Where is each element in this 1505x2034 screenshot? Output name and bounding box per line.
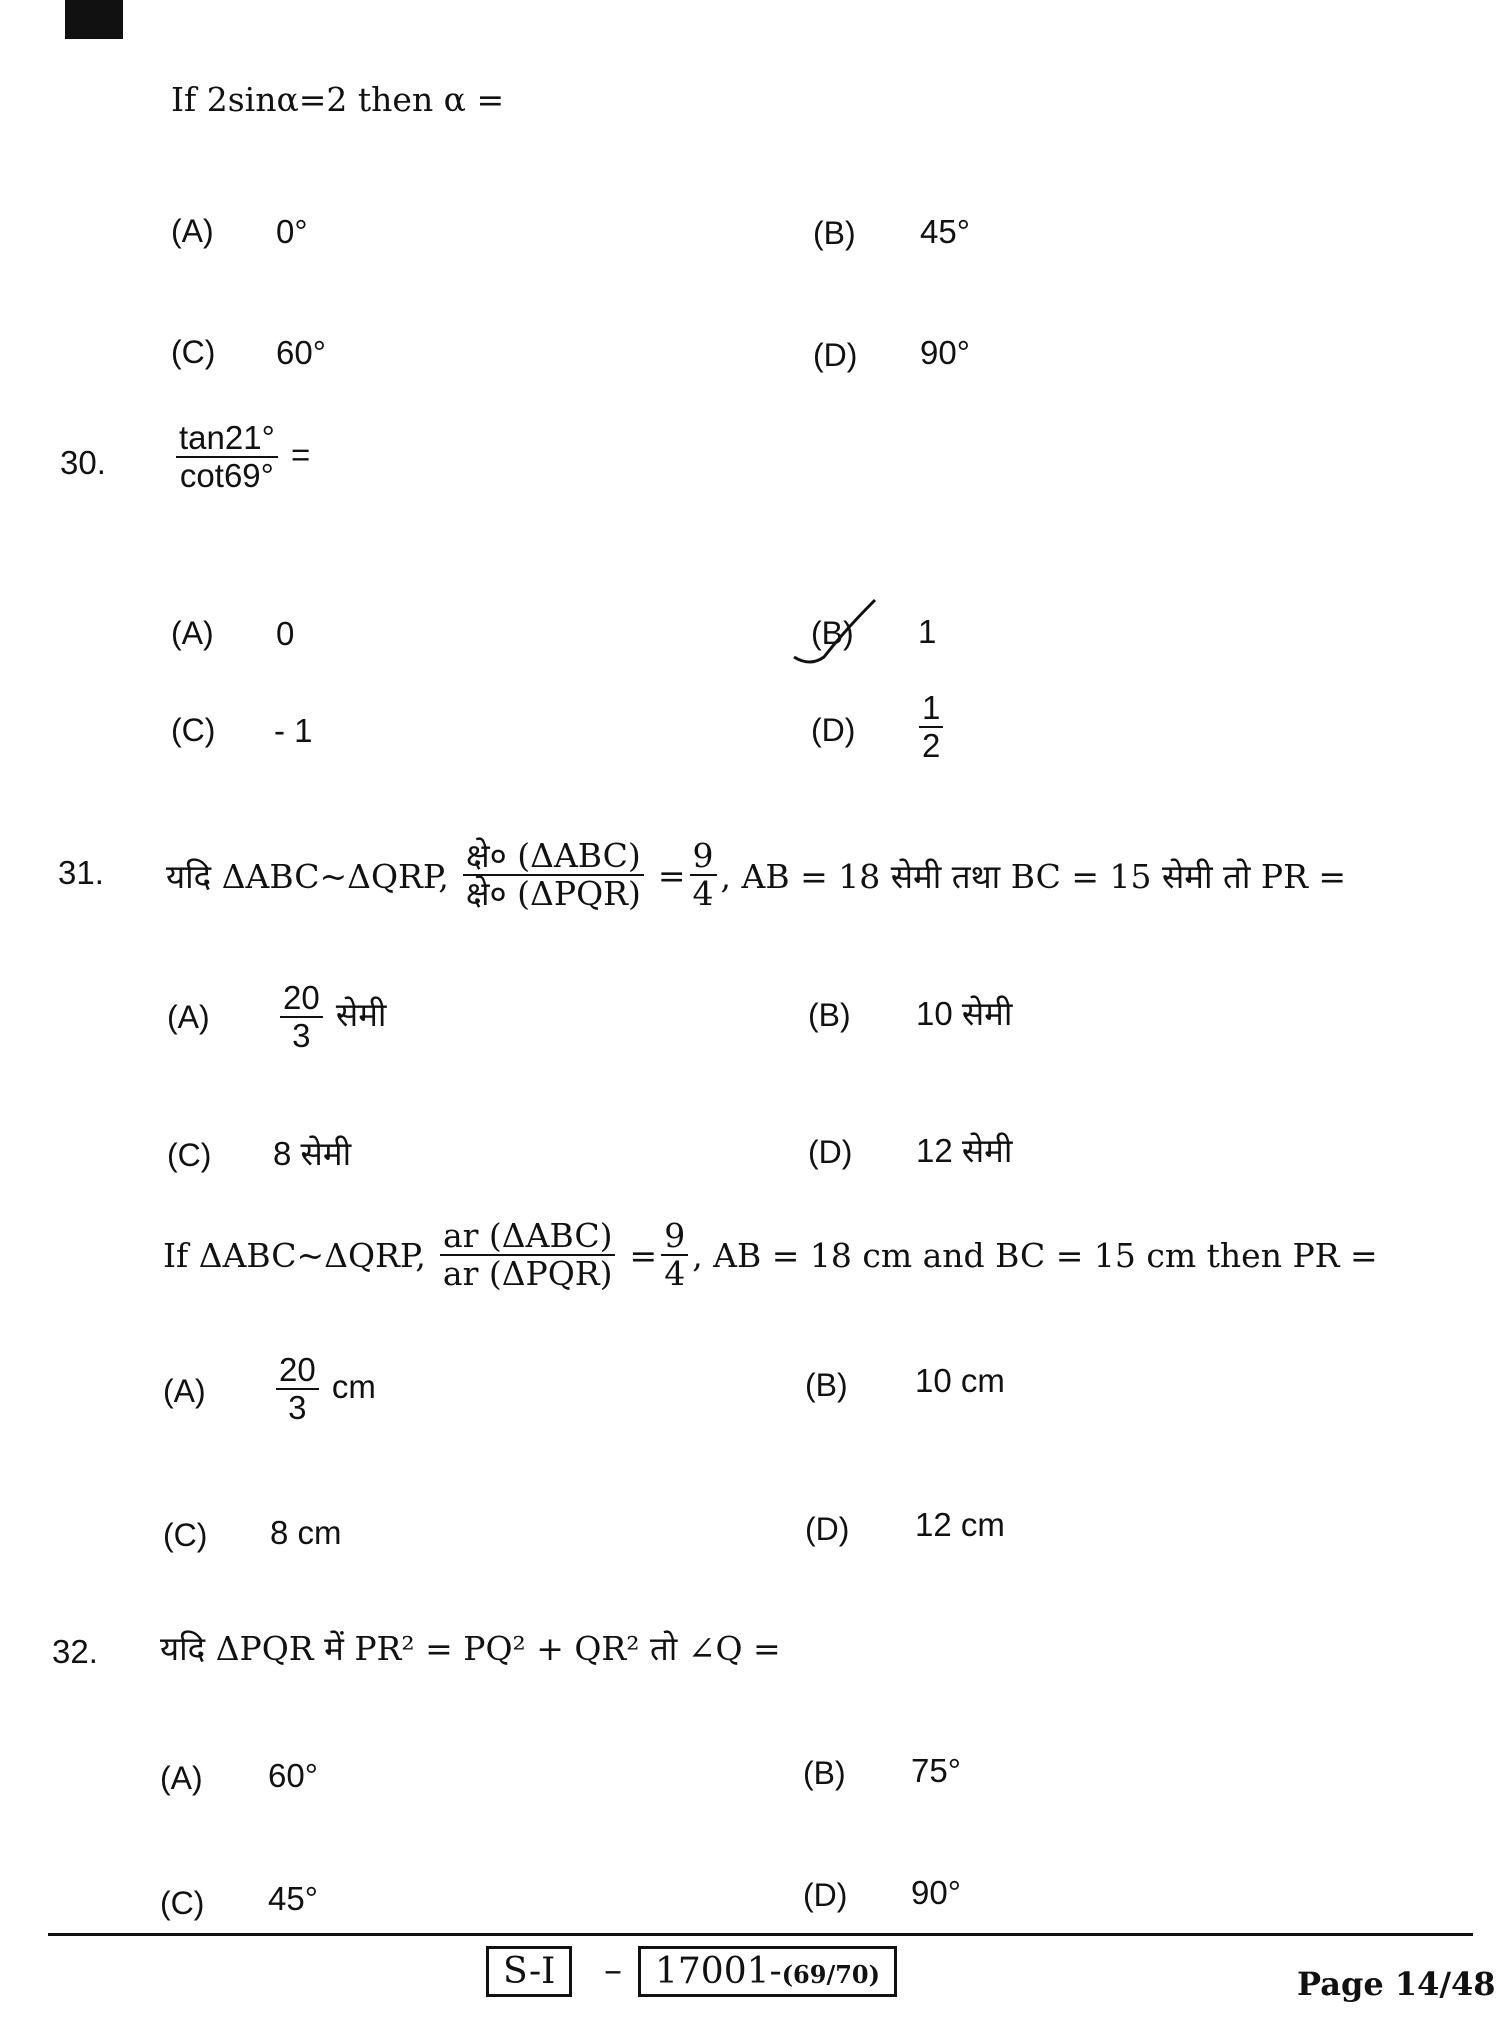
denominator: 3 [288,1389,307,1427]
option-label: (A) [163,1373,206,1409]
option-value: 1 [918,613,937,650]
question-32-text: यदि ΔPQR में PR² = PQ² + QR² तो ∠Q = [160,1629,781,1668]
denominator: 4 [664,1254,686,1293]
numerator: 9 [661,1218,688,1256]
option-label: (C) [167,1137,212,1173]
numerator: 1 [919,690,943,728]
checkmark-icon [790,595,880,675]
denominator: क्षे० (ΔPQR) [465,874,641,913]
option-value: 45° [268,1880,318,1917]
paper-code: 17001- [655,1951,782,1992]
option-value: 90° [920,334,970,371]
question-number: 30. [60,444,106,481]
option-value: 12 cm [915,1506,1005,1543]
paper-code-sub: (69/70) [781,1960,880,1989]
option-label: (A) [171,615,214,651]
option-label: (A) [171,213,214,249]
option-label: (D) [811,712,856,748]
option-value: 0° [276,213,308,250]
option-value: 45° [920,213,970,250]
question-number: 31. [58,854,104,891]
option-value: 60° [268,1757,318,1794]
option-value: 8 cm [270,1514,342,1551]
denominator: ar (ΔPQR) [442,1254,613,1293]
denominator: 2 [922,727,941,765]
option-label: (D) [805,1511,850,1547]
question-suffix: , AB = 18 सेमी तथा BC = 15 सेमी तो PR = [720,856,1347,896]
question-31-english: If ΔABC~ΔQRP, $\frac{\text{ar (ΔABC)}}{\text{ar (ΔPQR)}}$ = $\frac{9}{4}$ , AB = 18 cm and BC = 15 cm then PR = [163,1215,1378,1293]
option-label: (A) [160,1760,203,1796]
option-label: (D) [813,337,858,373]
page-number: Page 14/48 [1297,1965,1496,2003]
equals: = [290,436,311,474]
option-label: (B) [813,215,856,251]
option-label: (A) [167,999,210,1035]
option-label: (C) [171,334,216,370]
question-30-expression [172,420,310,495]
denominator: 3 [292,1017,311,1055]
option-value: 12 सेमी [916,1132,1013,1169]
unit: सेमी [335,996,387,1034]
option-label: (B) [805,1367,848,1403]
option-value: 0 [276,615,295,652]
option-label: (C) [160,1885,205,1921]
question-29-text: If 2sinα=2 then α = [171,80,505,119]
question-31-hindi: यदि ΔABC~ΔQRP, $\frac{\text{क्षे० (ΔABC)}}{\text{क्षे० (ΔPQR)}}$ = $\frac{9}{4}$ , AB = 18 सेमी तथा BC = 15 सेमी तो PR = [166,835,1347,913]
footer-dash: – [604,1950,622,1991]
question-number: 32. [52,1633,98,1670]
option-value: 75° [911,1752,961,1789]
numerator: tan21° [176,420,278,458]
option-label: (D) [808,1134,853,1170]
option-value [915,690,947,765]
section-marker [65,0,123,39]
denominator: cot69° [179,457,274,495]
option-value: 10 cm [915,1362,1005,1399]
paper-code-box [638,1946,897,1997]
numerator: 20 [276,1352,319,1390]
option-value: 8 सेमी [273,1135,352,1172]
option-label-marked: (B) [811,615,854,651]
denominator: 4 [692,874,714,913]
option-value: 10 सेमी [916,995,1013,1032]
numerator: 9 [690,838,717,876]
numerator: 20 [280,980,323,1018]
unit: cm [331,1368,376,1406]
option-value [272,1352,376,1427]
numerator: ar (ΔABC) [440,1218,615,1256]
numerator: क्षे० (ΔABC) [463,838,644,876]
series-box: S-I [486,1946,572,1997]
footer-rule [48,1933,1473,1936]
option-value: - 1 [274,712,313,749]
option-label: (B) [803,1755,846,1791]
option-value: 90° [911,1874,961,1911]
question-suffix: , AB = 18 cm and BC = 15 cm then PR = [692,1235,1378,1275]
question-prefix: यदि ΔABC~ΔQRP, [166,856,449,896]
option-label: (D) [803,1877,848,1913]
option-label: (B) [808,997,851,1033]
question-prefix: If ΔABC~ΔQRP, [163,1235,426,1275]
option-value [276,980,386,1055]
option-value: 60° [276,334,326,371]
option-label: (C) [163,1517,208,1553]
option-label: (C) [171,712,216,748]
